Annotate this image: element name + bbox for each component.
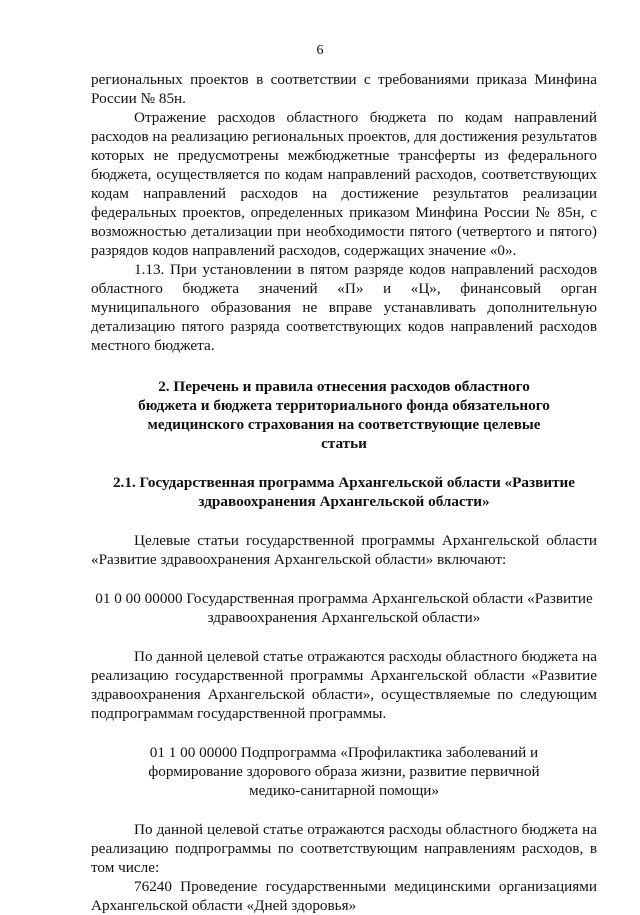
- item-76240: 76240 Проведение государственными медицинскими организациями Архангельской области «Дней здоровья»: [91, 878, 597, 914]
- subprogram-paragraph: По данной целевой статье отражаются расходы областного бюджета на реализацию подпрограммы по соответствующим направлениям расходов, в том числе:: [91, 821, 597, 876]
- page-number: 6: [316, 43, 324, 58]
- program-paragraph: По данной целевой статье отражаются расходы областного бюджета на реализацию государственной программы Архангельской области «Развитие здравоохранения Архангельской области», осуществляемые по следующим подпрограммам государственной программы.: [91, 648, 597, 722]
- paragraph-continuation: региональных проектов в соответствии с требованиями приказа Минфина России № 85н.: [91, 71, 597, 107]
- subsection-heading: 2.1. Государственная программа Архангельской области «Развитие здравоохранения Архангельской области»: [112, 474, 576, 510]
- section-heading: 2. Перечень и правила отнесения расходов областного бюджета и бюджета территориального фонда обязательного медицинского страхования на соответствующие целевые статьи: [138, 378, 550, 452]
- subprogram-title: 01 1 00 00000 Подпрограмма «Профилактика заболеваний и формирование здорового образа жизни, развитие первичной медико-санитарной помощи»: [148, 744, 540, 799]
- intro-paragraph: Целевые статьи государственной программы Архангельской области «Развитие здравоохранения Архангельской области» включают:: [91, 532, 597, 568]
- document-body: [91, 70, 597, 915]
- program-title: 01 0 00 00000 Государственная программа Архангельской области «Развитие здравоохранения Архангельской области»: [95, 590, 593, 626]
- paragraph-regional-projects: Отражение расходов областного бюджета по кодам направлений расходов на реализацию региональных проектов, для достижения результатов которых не предусмотрены межбюджетные трансферты из федерального бюджета, осуществляется по кодам направлений расходов, соответствующих кодам направлений расходов на достижение результатов реализации федеральных проектов, определенных приказом Минфина России № 85н, с возможностью детализации при необходимости пятого (четвертого и пятого) разрядов кодов направлений расходов, содержащих значение «0».: [91, 109, 597, 259]
- paragraph-1-13: 1.13. При установлении в пятом разряде кодов направлений расходов областного бюджета значений «П» и «Ц», финансовый орган муниципального образования не вправе устанавливать дополнительную детализацию пятого разряда соответствующих кодов направлений расходов местного бюджета.: [91, 261, 597, 354]
